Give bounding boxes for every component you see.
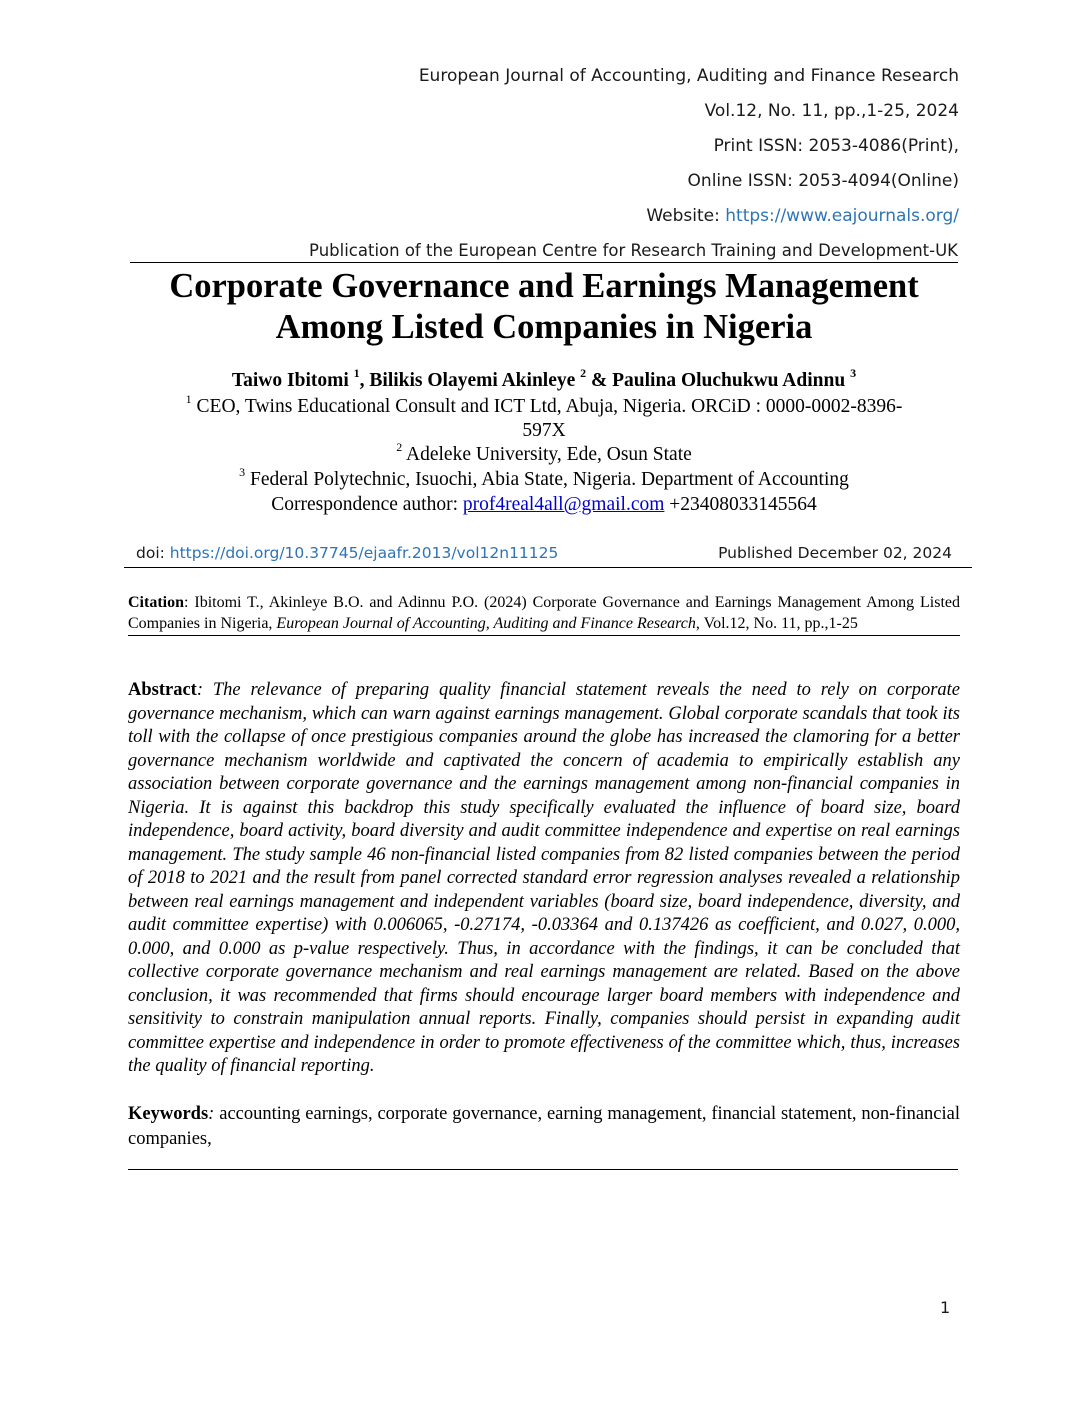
author-2-sup: 2: [580, 365, 587, 380]
journal-name: European Journal of Accounting, Auditing and Finance Research: [418, 66, 959, 86]
abstract-block: [128, 679, 960, 1079]
affiliation-1-cont: 597X: [522, 420, 566, 441]
abstract-text: The relevance of preparing quality financial statement reveals the need to rely on corporate governance mechanism, which can warn against earnings management. Global corporate scandals that took its toll with the collapse of once prestigious companies around the globe has increased the clamoring for a better governance mechanism worldwide and captivated the concern of academia to empirically establish any association between corporate governance and the earnings management among non-financial companies in Nigeria. It is against this backdrop this study specifically evaluated the influence of board size, board independence, board activity, board diversity and audit committee independence and expertise on real earnings management. The study sample 46 non-financial listed companies from 82 listed companies between the period of 2018 to 2021 and the result from panel corrected standard error regression analyses revealed a relationship between real earnings management and independent variables (board size, board independence, diversity, and audit committee expertise) with 0.006065, -0.27174, -0.03364 and 0.137426 as coefficient, and 0.027, 0.000, 0.000, and 0.000 as p-value respectively. Thus, in accordance with the findings, it can be concluded that collective corporate governance mechanism and real earnings management are related. Based on the above conclusion, it was recommended that firms should encourage larger board members with independence and sensitivity to constrain manipulation annual reports. Finally, companies should persist in expanding audit committee expertise and independence in order to promote effectiveness of the committee which, thus, increases the quality of financial reporting.: [128, 680, 960, 1076]
aff-1-sup: 1: [185, 391, 192, 406]
author-2: , Bilikis Olayemi Akinleye: [359, 370, 581, 391]
affiliation-3: [120, 464, 968, 491]
title-line-2: Among Listed Companies in Nigeria: [275, 308, 813, 346]
doi-link[interactable]: https://doi.org/10.37745/ejaafr.2013/vol12n11125: [169, 544, 559, 562]
keywords-text: accounting earnings, corporate governance, earning management, financial statement, non-financial companies,: [128, 1104, 960, 1149]
affiliation-2: [120, 439, 968, 466]
abstract-colon: :: [196, 680, 213, 700]
correspondence-phone: +23408033145564: [664, 494, 817, 515]
doi-row: [124, 541, 972, 568]
author-1: Taiwo Ibitomi: [231, 370, 354, 391]
keywords-block: [128, 1102, 960, 1152]
published-date: Published December 02, 2024: [718, 544, 952, 562]
author-1-sup: 1: [353, 365, 360, 380]
page-number: 1: [940, 1298, 951, 1317]
author-3: & Paulina Oluchukwu Adinnu: [586, 370, 851, 391]
correspondence-email-link[interactable]: prof4real4all@gmail.com: [462, 494, 665, 515]
publisher-line: Publication of the European Centre for Research Training and Development-UK: [130, 241, 958, 263]
aff-3-text: Federal Polytechnic, Isuochi, Abia State, Nigeria. Department of Accounting: [245, 469, 849, 490]
bottom-divider: [128, 1169, 958, 1170]
doi-line: [136, 544, 558, 562]
citation-journal: European Journal of Accounting, Auditing and Finance Research: [276, 615, 696, 632]
paper-title: [100, 266, 988, 348]
aff-2-text: Adeleke University, Ede, Osun State: [402, 444, 692, 465]
correspondence-label: Correspondence author:: [271, 494, 463, 515]
citation-details: , Vol.12, No. 11, pp.,1-25: [695, 615, 858, 632]
keywords-colon: :: [208, 1104, 220, 1124]
citation-block: [128, 592, 960, 636]
volume-info: Vol.12, No. 11, pp.,1-25, 2024: [704, 101, 959, 121]
correspondence-line: [120, 494, 968, 516]
keywords-label: Keywords: [128, 1104, 209, 1124]
online-issn: Online ISSN: 2053-4094(Online): [687, 171, 959, 191]
abstract-label: Abstract: [128, 680, 197, 700]
author-3-sup: 3: [850, 365, 857, 380]
website-link[interactable]: https://www.eajournals.org/: [725, 206, 959, 226]
aff-2-sup: 2: [396, 439, 403, 454]
affiliation-1: [120, 391, 968, 418]
citation-label: Citation: [128, 594, 184, 611]
website-label: Website:: [646, 206, 726, 226]
print-issn: Print ISSN: 2053-4086(Print),: [713, 136, 959, 156]
website-line: [646, 206, 959, 226]
aff-1-text: CEO, Twins Educational Consult and ICT Ltd, Abuja, Nigeria. ORCiD : 0000-0002-8396-: [191, 396, 903, 417]
citation-text: : Ibitomi T., Akinleye B.O. and Adinnu P.O. (2024) Corporate Governance and Earnings Management Among Listed Companies in Nigeria,: [128, 594, 960, 632]
title-line-1: Corporate Governance and Earnings Management: [169, 267, 919, 305]
doi-label: doi:: [136, 544, 170, 562]
authors-line: [120, 365, 968, 392]
aff-3-sup: 3: [239, 464, 246, 479]
